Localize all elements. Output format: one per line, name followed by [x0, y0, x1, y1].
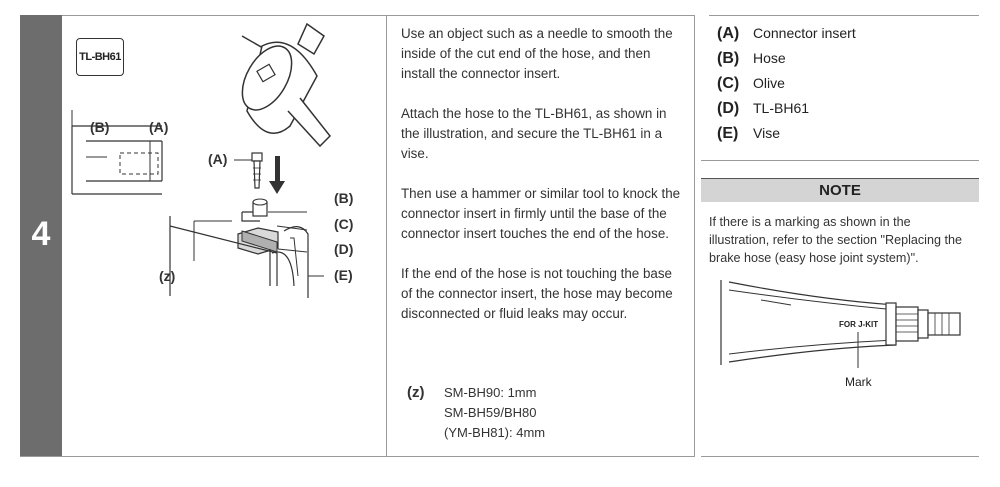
- spec-label: (z): [407, 384, 425, 401]
- spec-line-3: (YM-BH81): 4mm: [444, 425, 546, 440]
- legend-key: (B): [717, 50, 740, 67]
- label-d: (D): [334, 241, 354, 257]
- legend-value: Olive: [753, 75, 785, 91]
- hose-insert-illustration: [62, 16, 386, 456]
- note-illustration: [701, 270, 979, 400]
- column-divider: [386, 15, 387, 456]
- legend-value: Connector insert: [753, 25, 856, 41]
- hose-marking-illustration: [701, 270, 979, 400]
- note-title: NOTE: [701, 178, 979, 202]
- legend-item: [717, 50, 856, 75]
- mark-label: Mark: [845, 375, 872, 389]
- legend-item: [717, 100, 856, 125]
- frame-bottom-border: [20, 456, 695, 457]
- instruction-text: [401, 24, 681, 344]
- label-a-top: (A): [149, 119, 169, 135]
- right-bottom-border: [701, 456, 979, 457]
- hose-marking-text: FOR J-KIT: [839, 320, 879, 329]
- instruction-paragraph-2: Attach the hose to the TL-BH61, as shown in the illustration, and secure the TL-BH61 in a vise.: [401, 106, 667, 161]
- legend-item: [717, 75, 856, 100]
- legend-value: TL-BH61: [753, 100, 810, 116]
- connector-insert-icon: [252, 153, 262, 188]
- instruction-paragraph-4: If the end of the hose is not touching the base of the connector insert, the hose may become disconnected or fluid leaks may occur.: [401, 266, 673, 321]
- label-e: (E): [334, 267, 353, 283]
- label-b: (B): [334, 190, 354, 206]
- spec-line-1: SM-BH90: 1mm: [444, 385, 537, 400]
- legend-key: (E): [717, 125, 739, 142]
- hammer-handle-top: [298, 24, 324, 54]
- spec-line-2: SM-BH59/BH80: [444, 405, 537, 420]
- tool-label-box: TL-BH61: [76, 38, 124, 76]
- legend-key: (A): [717, 25, 740, 42]
- legend-key: (C): [717, 75, 740, 92]
- parts-legend: [717, 25, 856, 150]
- label-z: (z): [159, 268, 176, 284]
- vise-assembly: [170, 199, 308, 298]
- legend-value: Vise: [753, 125, 780, 141]
- legend-item: [717, 125, 856, 150]
- legend-key: (D): [717, 100, 740, 117]
- instruction-paragraph-1: Use an object such as a needle to smooth the inside of the cut end of the hose, and then install the connector insert.: [401, 26, 673, 81]
- label-a-arrow: (A): [208, 151, 228, 167]
- frame-right-border: [694, 15, 695, 456]
- instruction-paragraph-3: Then use a hammer or similar tool to knock the connector insert in firmly until the base of the connector insert touches the end of the hose.: [401, 186, 681, 241]
- hose-fitting-icon: [896, 307, 960, 341]
- legend-item: [717, 25, 856, 50]
- label-b-top: (B): [90, 119, 110, 135]
- illustration-panel: [62, 16, 386, 456]
- hammer-icon: [232, 38, 330, 146]
- label-c: (C): [334, 216, 354, 232]
- note-text: If there is a marking as shown in the illustration, refer to the section "Replacing the brake hose (easy hose joint system)".: [709, 215, 962, 265]
- step-number-bar: [20, 15, 62, 456]
- legend-value: Hose: [753, 50, 786, 66]
- legend-bottom-border: [701, 160, 979, 161]
- down-arrow-icon: [269, 156, 285, 194]
- step-number: 4: [31, 215, 51, 253]
- legend-top-border: [709, 15, 979, 16]
